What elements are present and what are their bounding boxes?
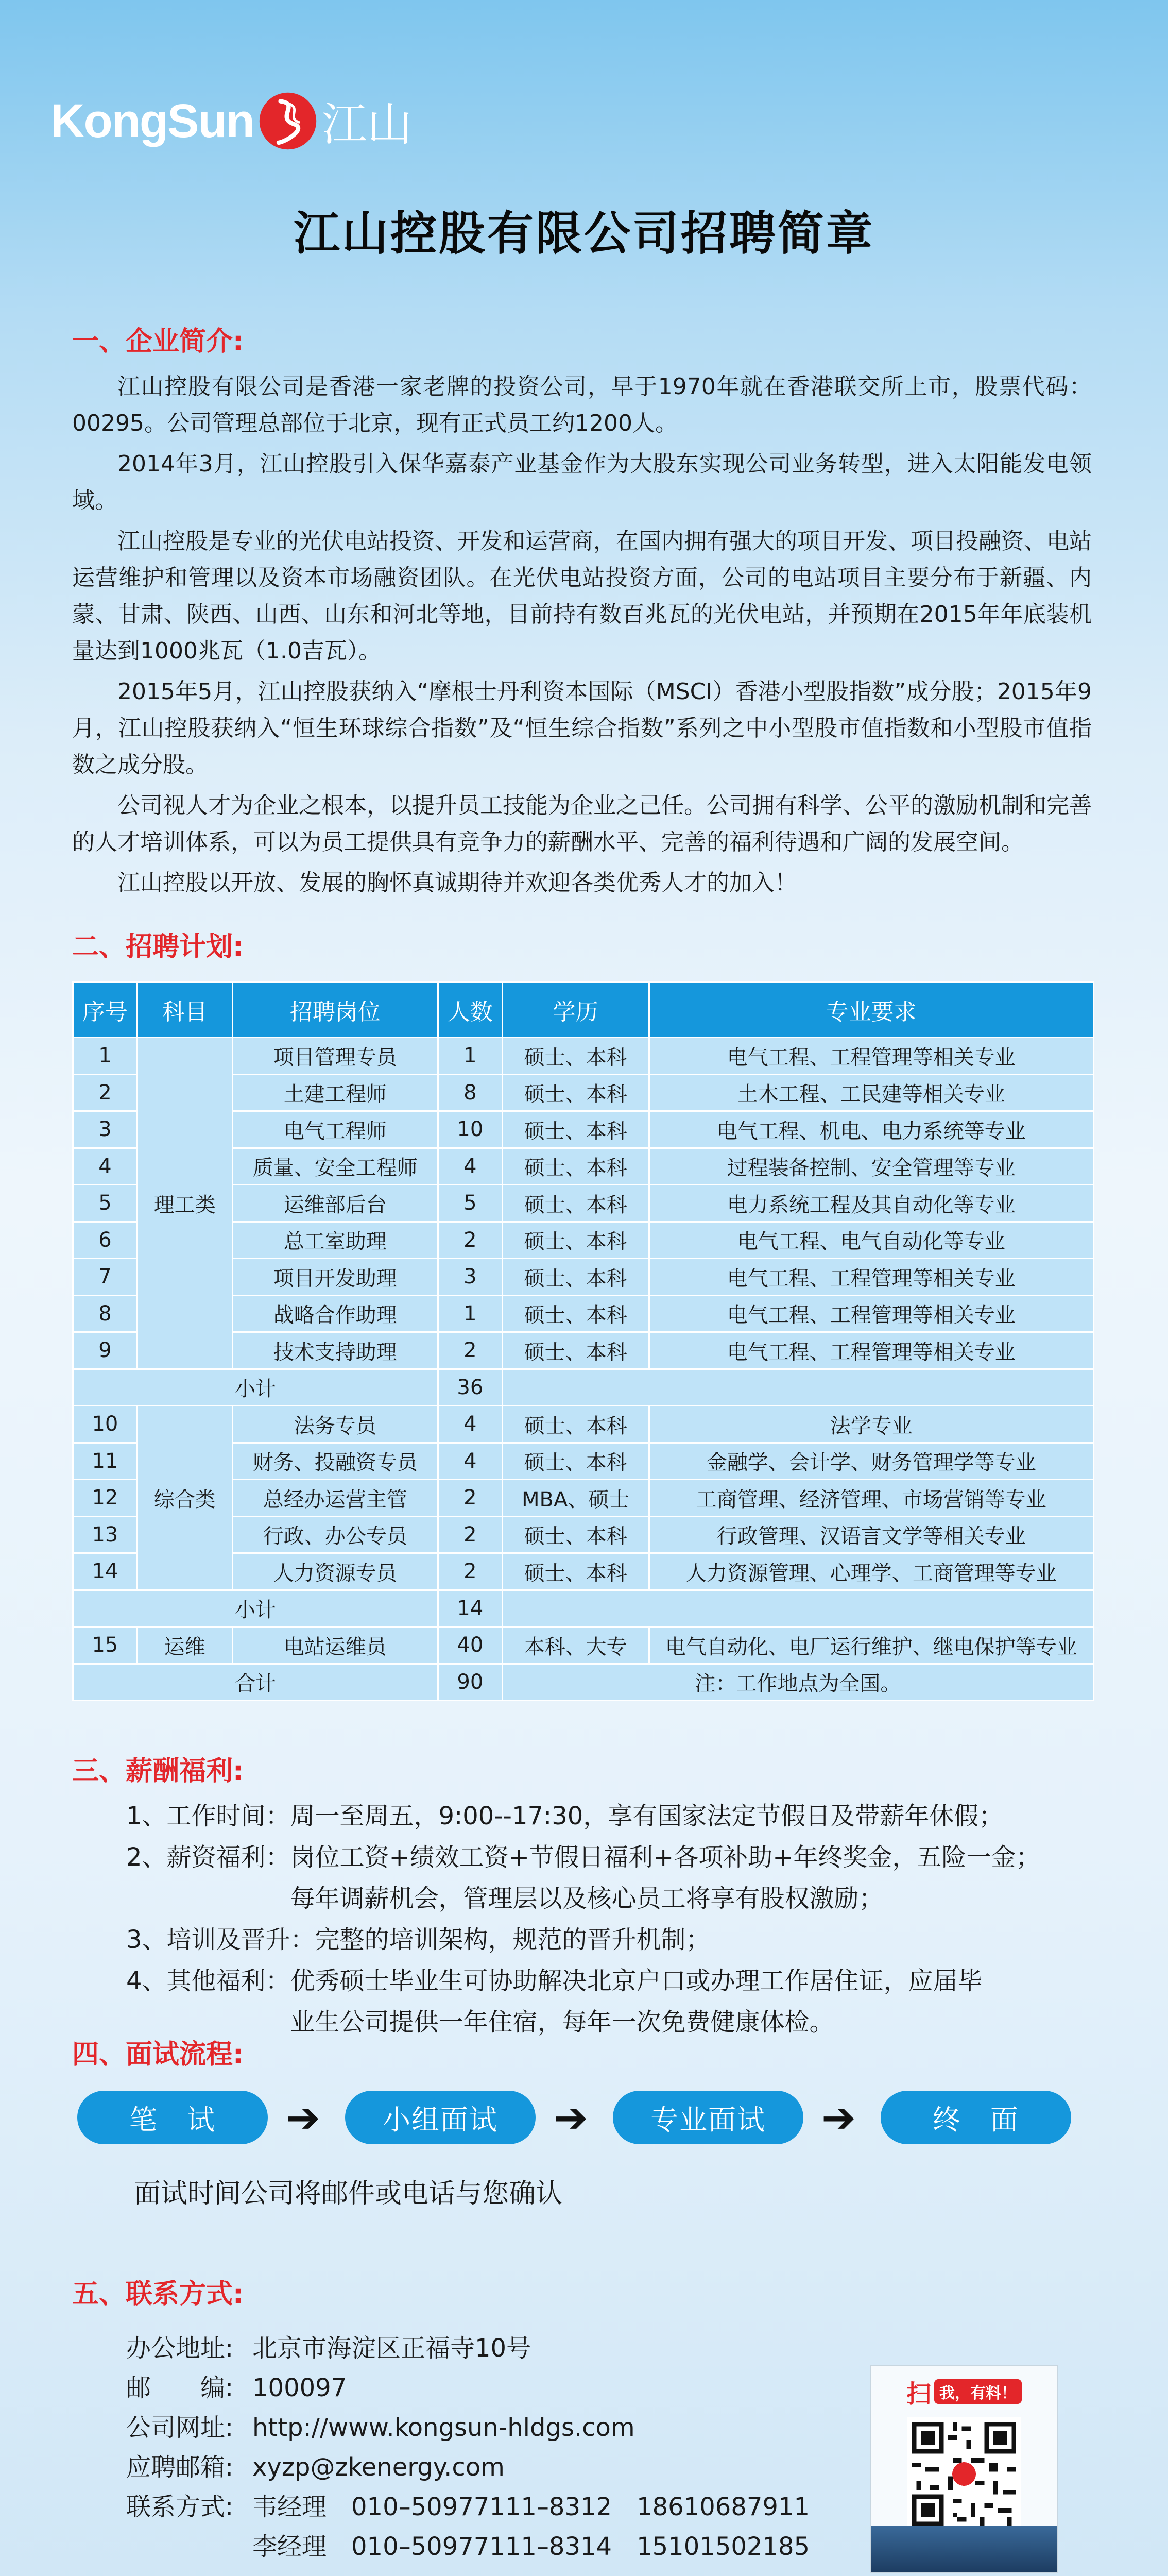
header-category: 科目	[137, 982, 232, 1038]
cell-major: 电气工程、电气自动化等专业	[649, 1222, 1094, 1259]
cell-no: 11	[73, 1443, 138, 1480]
benefit-item	[126, 1795, 1094, 1837]
cell-position: 总工室助理	[232, 1222, 438, 1259]
cell-no: 6	[73, 1222, 138, 1259]
cell-position: 电气工程师	[232, 1111, 438, 1148]
subtotal-value: 14	[438, 1590, 502, 1627]
cell-count: 4	[438, 1148, 502, 1185]
cell-category: 综合类	[137, 1406, 232, 1590]
company-logo	[50, 80, 413, 162]
email-link[interactable]: xyzp@zkenergy.com	[252, 2453, 505, 2482]
cell-major: 工商管理、经济管理、市场营销等专业	[649, 1480, 1094, 1517]
cell-position: 战略合作助理	[232, 1295, 438, 1332]
section-title-interview: 四、面试流程:	[72, 2039, 244, 2070]
contact-phone	[126, 2487, 810, 2567]
benefit-list	[126, 1795, 1094, 2043]
recruitment-table	[72, 981, 1094, 1701]
cell-major: 过程装备控制、安全管理等专业	[649, 1148, 1094, 1185]
benefit-text: 周一至周五，9:00--17:30，享有国家法定节假日及带薪年休假；	[290, 1802, 1004, 1831]
contact-address	[126, 2329, 810, 2368]
intro-text	[72, 368, 1092, 905]
cell-count: 1	[438, 1295, 502, 1332]
section-title-contact: 五、联系方式:	[72, 2279, 244, 2310]
contact-info	[126, 2329, 810, 2567]
header-major: 专业要求	[649, 982, 1094, 1038]
cell-no: 9	[73, 1332, 138, 1369]
cell-major: 电气工程、工程管理等相关专业	[649, 1295, 1094, 1332]
benefit-label: 2、薪资福利：	[126, 1843, 290, 1872]
cell-education: 硕士、本科	[502, 1185, 649, 1222]
intro-paragraph: 2015年5月，江山控股获纳入“摩根士丹利资本国际（MSCI）香港小型股指数”成分股；2015年9月，江山控股获纳入“恒生环球综合指数”及“恒生综合指数”系列之中小型股市值指数和小型股市值指数之成分股。	[72, 679, 1092, 778]
subtotal-row	[73, 1590, 1094, 1627]
cell-major: 电气工程、工程管理等相关专业	[649, 1332, 1094, 1369]
cell-education: 硕士、本科	[502, 1038, 649, 1075]
cell-count: 2	[438, 1332, 502, 1369]
cell-no: 1	[73, 1038, 138, 1075]
contact-label: 公司网址:	[126, 2413, 234, 2442]
cell-position: 技术支持助理	[232, 1332, 438, 1369]
cell-no: 2	[73, 1074, 138, 1111]
cell-count: 2	[438, 1553, 502, 1590]
cell-no: 15	[73, 1627, 138, 1664]
benefit-label: 3、培训及晋升：	[126, 1925, 315, 1954]
interview-note: 面试时间公司将邮件或电话与您确认	[134, 2178, 563, 2209]
cell-education: 硕士、本科	[502, 1259, 649, 1296]
benefit-item	[126, 1919, 1094, 1960]
interview-step-group: 小组面试	[345, 2091, 536, 2144]
cell-major: 法学专业	[649, 1406, 1094, 1443]
benefit-text: 业生公司提供一年住宿，每年一次免费健康体检。	[290, 2008, 834, 2037]
arrow-right-icon: ➔	[286, 2094, 321, 2142]
header-position: 招聘岗位	[232, 982, 438, 1038]
arrow-right-icon: ➔	[821, 2094, 856, 2142]
table-row	[73, 1406, 1094, 1443]
cell-category: 运维	[137, 1627, 232, 1664]
cell-major: 电气工程、工程管理等相关专业	[649, 1259, 1094, 1296]
cell-position: 土建工程师	[232, 1074, 438, 1111]
cell-position: 运维部后台	[232, 1185, 438, 1222]
interview-step-final: 终 面	[881, 2091, 1071, 2144]
contact-phone-line: 韦经理 010–50977111–8312 18610687911	[252, 2493, 810, 2521]
contact-label: 办公地址:	[126, 2334, 234, 2363]
cell-major: 电气工程、机电、电力系统等专业	[649, 1111, 1094, 1148]
qr-banner-char: 扫	[906, 2379, 931, 2409]
cell-education: 本科、大专	[502, 1627, 649, 1664]
cell-category: 理工类	[137, 1038, 232, 1369]
subtotal-value: 36	[438, 1369, 502, 1406]
subtotal-row	[73, 1369, 1094, 1406]
cell-no: 7	[73, 1259, 138, 1296]
qr-solar-panel-banner	[871, 2526, 1057, 2572]
interview-flow	[77, 2091, 1081, 2147]
cell-count: 1	[438, 1038, 502, 1075]
section-title-plan: 二、招聘计划:	[72, 931, 244, 962]
empty-cell	[502, 1369, 1093, 1406]
intro-paragraph: 江山控股有限公司是香港一家老牌的投资公司，早于1970年就在香港联交所上市，股票代码：00295。公司管理总部位于北京，现有正式员工约1200人。	[72, 374, 1092, 436]
cell-major: 金融学、会计学、财务管理学等专业	[649, 1443, 1094, 1480]
cell-position: 法务专员	[232, 1406, 438, 1443]
section-title-intro: 一、企业简介:	[72, 326, 244, 357]
cell-education: 硕士、本科	[502, 1553, 649, 1590]
cell-no: 5	[73, 1185, 138, 1222]
cell-education: 硕士、本科	[502, 1074, 649, 1111]
intro-paragraph: 2014年3月，江山控股引入保华嘉泰产业基金作为大股东实现公司业务转型，进入太阳能发电领域。	[72, 451, 1092, 514]
header-count: 人数	[438, 982, 502, 1038]
cell-count: 40	[438, 1627, 502, 1664]
contact-label: 应聘邮箱:	[126, 2453, 234, 2482]
cell-count: 2	[438, 1480, 502, 1517]
cell-education: 硕士、本科	[502, 1148, 649, 1185]
cell-position: 电站运维员	[232, 1627, 438, 1664]
contact-zip	[126, 2368, 810, 2408]
logo-swirl-icon	[257, 90, 319, 152]
cell-position: 总经办运营主管	[232, 1480, 438, 1517]
interview-step-professional: 专业面试	[613, 2091, 803, 2144]
cell-education: 硕士、本科	[502, 1111, 649, 1148]
benefit-text: 每年调薪机会，管理层以及核心员工将享有股权激励；	[290, 1884, 884, 1913]
cell-education: 硕士、本科	[502, 1295, 649, 1332]
cell-major: 电气工程、工程管理等相关专业	[649, 1038, 1094, 1075]
interview-step-written: 笔 试	[77, 2091, 268, 2144]
intro-paragraph: 江山控股以开放、发展的胸怀真诚期待并欢迎各类优秀人才的加入！	[117, 870, 797, 896]
contact-phone-line: 李经理 010–50977111–8314 15101502185	[252, 2532, 810, 2561]
cell-no: 14	[73, 1553, 138, 1590]
cell-position: 财务、投融资专员	[232, 1443, 438, 1480]
cell-position: 人力资源专员	[232, 1553, 438, 1590]
cell-count: 3	[438, 1259, 502, 1296]
logo-wordmark: KongSun	[50, 94, 254, 147]
cell-position: 项目开发助理	[232, 1259, 438, 1296]
table-note: 注：工作地点为全国。	[502, 1664, 1093, 1701]
cell-count: 2	[438, 1516, 502, 1553]
cell-no: 10	[73, 1406, 138, 1443]
website-link[interactable]: http://www.kongsun-hldgs.com	[252, 2413, 635, 2442]
header-education: 学历	[502, 982, 649, 1038]
cell-position: 质量、安全工程师	[232, 1148, 438, 1185]
benefit-label: 1、工作时间：	[126, 1802, 290, 1831]
qr-code-icon	[907, 2417, 1021, 2531]
subtotal-label: 小计	[73, 1369, 438, 1406]
benefit-text: 完整的培训架构，规范的晋升机制；	[315, 1925, 711, 1954]
cell-major: 电力系统工程及其自动化等专业	[649, 1185, 1094, 1222]
cell-count: 8	[438, 1074, 502, 1111]
benefit-text: 岗位工资+绩效工资+节假日福利+各项补助+年终奖金，五险一金；	[290, 1843, 1041, 1872]
cell-major: 土木工程、工民建等相关专业	[649, 1074, 1094, 1111]
cell-major: 电气自动化、电厂运行维护、继电保护等专业	[649, 1627, 1094, 1664]
cell-major: 人力资源管理、心理学、工商管理等专业	[649, 1553, 1094, 1590]
cell-no: 13	[73, 1516, 138, 1553]
cell-position: 行政、办公专员	[232, 1516, 438, 1553]
contact-value: 100097	[252, 2374, 347, 2402]
table-header-row	[73, 982, 1094, 1038]
cell-major: 行政管理、汉语言文学等相关专业	[649, 1516, 1094, 1553]
total-value: 90	[438, 1664, 502, 1701]
cell-count: 4	[438, 1443, 502, 1480]
total-row	[73, 1664, 1094, 1701]
contact-value: 北京市海淀区正福寺10号	[252, 2334, 531, 2363]
contact-website	[126, 2408, 810, 2448]
table-row	[73, 1627, 1094, 1664]
cell-position: 项目管理专员	[232, 1038, 438, 1075]
benefit-item	[126, 1960, 1094, 2043]
cell-no: 8	[73, 1295, 138, 1332]
cell-education: 硕士、本科	[502, 1406, 649, 1443]
cell-education: MBA、硕士	[502, 1480, 649, 1517]
qr-code-card	[870, 2365, 1058, 2573]
benefit-label: 4、其他福利：	[126, 1967, 290, 1995]
arrow-right-icon: ➔	[554, 2094, 589, 2142]
logo-chinese-name: 江山	[321, 98, 413, 151]
table-row	[73, 1038, 1094, 1075]
cell-count: 2	[438, 1222, 502, 1259]
benefit-item	[126, 1837, 1094, 1919]
cell-no: 3	[73, 1111, 138, 1148]
header-no: 序号	[73, 982, 138, 1038]
empty-cell	[502, 1590, 1093, 1627]
intro-paragraph: 江山控股是专业的光伏电站投资、开发和运营商，在国内拥有强大的项目开发、项目投融资、电站运营维护和管理以及资本市场融资团队。在光伏电站投资方面，公司的电站项目主要分布于新疆、内蒙、甘肃、陕西、山西、山东和河北等地，目前持有数百兆瓦的光伏电站，并预期在2015年年底装机量达到1000兆瓦（1.0吉瓦）。	[72, 528, 1092, 664]
cell-count: 4	[438, 1406, 502, 1443]
section-title-benefit: 三、薪酬福利:	[72, 1756, 244, 1787]
benefit-text: 优秀硕士毕业生可协助解决北京户口或办理工作居住证，应届毕	[290, 1967, 983, 1995]
contact-label: 联系方式:	[126, 2493, 234, 2521]
contact-email	[126, 2448, 810, 2487]
qr-banner	[892, 2376, 1036, 2407]
qr-banner-text: 我，有料！	[934, 2379, 1022, 2404]
intro-paragraph: 公司视人才为企业之根本，以提升员工技能为企业之己任。公司拥有科学、公平的激励机制和完善的人才培训体系，可以为员工提供具有竞争力的薪酬水平、完善的福利待遇和广阔的发展空间。	[72, 792, 1092, 855]
cell-education: 硕士、本科	[502, 1222, 649, 1259]
contact-label: 邮 编:	[126, 2374, 234, 2402]
cell-no: 4	[73, 1148, 138, 1185]
total-label: 合计	[73, 1664, 438, 1701]
page-title: 江山控股有限公司招聘简章	[294, 207, 874, 261]
cell-count: 5	[438, 1185, 502, 1222]
cell-count: 10	[438, 1111, 502, 1148]
cell-education: 硕士、本科	[502, 1516, 649, 1553]
cell-education: 硕士、本科	[502, 1443, 649, 1480]
cell-no: 12	[73, 1480, 138, 1517]
subtotal-label: 小计	[73, 1590, 438, 1627]
cell-education: 硕士、本科	[502, 1332, 649, 1369]
